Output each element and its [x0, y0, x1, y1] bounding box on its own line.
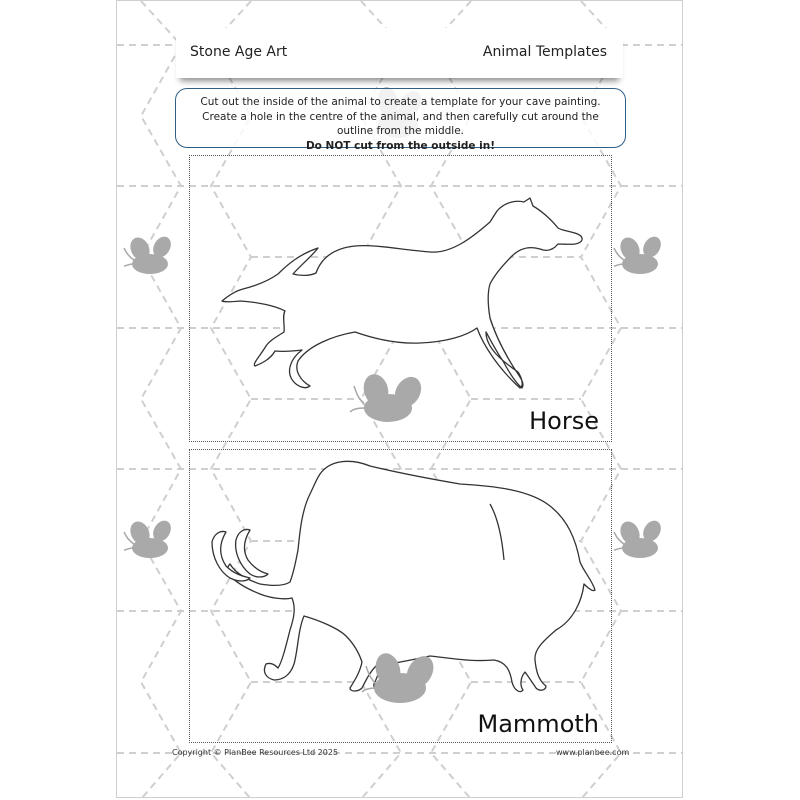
page-header: [176, 28, 623, 78]
warning-part: in!: [475, 140, 496, 153]
website-link[interactable]: www.planbee.com: [556, 748, 630, 757]
warning-part: cut from the: [350, 140, 432, 153]
header-subject-title: Stone Age Art: [190, 44, 288, 60]
warning-emphasis-not: NOT: [325, 140, 351, 153]
instructions-warning: [306, 140, 495, 152]
bee-icon: [356, 648, 450, 708]
horse-label: Horse: [529, 407, 599, 435]
bee-icon: [612, 520, 668, 562]
bee-icon: [346, 370, 436, 426]
copyright-notice: Copyright © PlanBee Resources Ltd 2025: [172, 748, 339, 757]
bee-icon: [122, 520, 178, 562]
instructions-box: [175, 88, 626, 153]
header-resource-title: Animal Templates: [482, 44, 607, 60]
instructions-text: Cut out the inside of the animal to create a template for your cave painting. Create a hole in the centre of the animal, and then carefully cut around the outline from the middle.: [200, 96, 601, 138]
warning-part: Do: [305, 140, 326, 153]
bee-icon: [612, 236, 668, 278]
warning-emphasis-outside: outside: [431, 140, 476, 153]
mammoth-label: Mammoth: [477, 710, 599, 738]
bee-icon: [122, 236, 178, 278]
